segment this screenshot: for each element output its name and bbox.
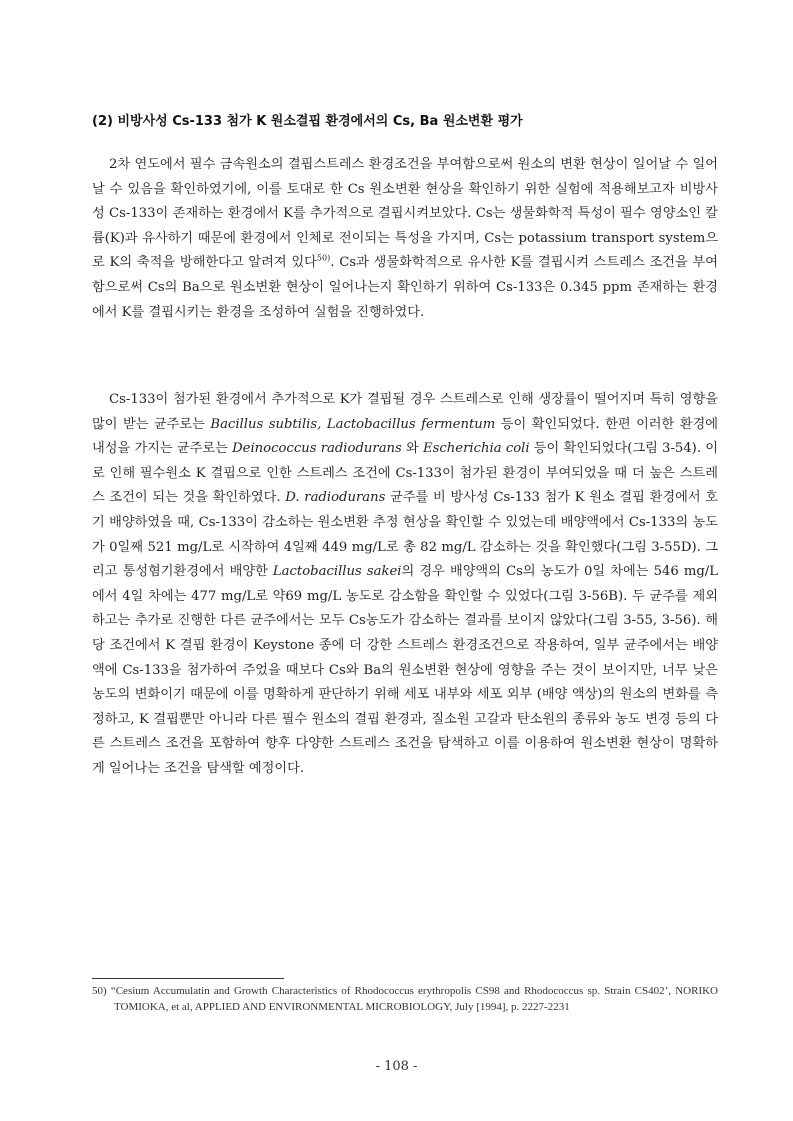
species-name: Deinococcus radiodurans (232, 441, 402, 457)
species-name: Lactobacillus sakei (272, 564, 402, 580)
paragraph-2-text: Cs-133이 첨가된 환경에서 추가적으로 K가 결핍될 경우 스트레스로 인해 생장률이 떨어지며 특히 영향을 많이 받는 균주로는 (92, 392, 718, 432)
paragraph-2-text: 등이 확인되었다. 한편 이러한 환경에 내성을 가지는 균주로는 (92, 416, 718, 457)
paragraph-2-text: 의 경우 배양액의 Cs의 농도가 0일 차에는 546 mg/L에서 4일 차에는 477 mg/L로 약69 mg/L 농도로 감소함을 확인할 수 있었다(그림 3-56B). 두 균주를 제외하고는 추가로 진행한 다른 균주에서는 모두 Cs농도가 감소하는 결과를 보이지 않았다(그림 3-55, 3-56). 해당 조건에서 K 결핍 환경이 Keystone 종에 더 강한 스트레스 환경조건으로 작용하여, 일부 균주에서는 배양액에 Cs-133을 첨가하여 주었을 때보다 Cs와 Ba의 원소변환 현상에 영향을 주는 것이 보이지만, 너무 낮은 농도의 변화이기 때문에 이를 명확하게 판단하기 위해 세포 내부와 세포 외부 (배양 액상)의 원소의 변화를 측정하고, K 결핍뿐만 아니라 다른 필수 원소의 결핍 환경과, 질소원 고갈과 탄소원의 종류와 농도 변경 등의 다른 스트레스 조건을 포함하여 향후 다양한 스트레스 조건을 탐색하고 이를 이용하여 원소변환 현상이 명확하게 일어나는 조건을 탐색할 예정이다. (92, 564, 719, 776)
page-number: - 108 - (375, 1059, 418, 1074)
footnote-divider (92, 978, 284, 979)
paragraph-2-text: 균주를 비 방사성 Cs-133 첨가 K 원소 결핍 환경에서 호기 배양하였을 때, Cs-133이 감소하는 원소변환 추정 현상을 확인할 수 있었는데 배양액에서 Cs-133의 농도가 0일째 521 mg/L로 시작하여 4일째 449 mg/L로 총 82 mg/L 감소하는 것을 확인했다(그림 3-55D). 그리고 통성혐기환경에서 배양한 (92, 490, 718, 580)
footnote-reference[interactable]: 50) (316, 253, 331, 263)
paragraph-1 (92, 153, 718, 325)
paragraph-2-text: 등이 확인되었다(그림 3-54). 이로 인해 필수원소 K 결핍으로 인한 스트레스 조건에 Cs-133이 첨가된 환경이 부여되었을 때 더 높은 스트레스 조건이 되는 것을 확인하였다. (92, 441, 718, 506)
species-name: D. radiodurans (285, 490, 386, 506)
footnote (92, 983, 718, 1015)
paragraph-1-text-b: . Cs과 생물화학적으로 유사한 K를 결핍시켜 스트레스 조건을 부여함으로써 Cs의 Ba으로 원소변환 현상이 일어나는지 확인하기 위하여 Cs-133은 0.345 ppm 존재하는 환경에서 K를 결핍시키는 환경을 조성하여 실험을 진행하였다. (92, 255, 718, 320)
species-name: Bacillus subtilis, Lactobacillus fermentum (210, 416, 496, 432)
section-heading: (2) 비방사성 Cs-133 첨가 K 원소결핍 환경에서의 Cs, Ba 원소변환 평가 (92, 114, 523, 129)
paragraph-2-text: 와 (401, 441, 424, 457)
footnote-text: 50) “Cesium Accumulatin and Growth Characteristics of Rhodococcus erythropolis CS98 and Rhodococcus sp. Strain CS402’, NORIKO TOMIOKA, et al, APPLIED AND ENVIRONMENTAL MICROBIOLOGY, July [1994], p. 2227-2231 (92, 985, 718, 1013)
species-name: Escherichia coli (423, 441, 530, 457)
paragraph-1-text-a: 2차 연도에서 필수 금속원소의 결핍스트레스 환경조건을 부여함으로써 원소의 변환 현상이 일어날 수 일어날 수 있음을 확인하였기에, 이를 토대로 한 Cs 원소변환 현상을 확인하기 위한 실험에 적용해보고자 비방사성 Cs-133이 존재하는 환경에서 K를 추가적으로 결핍시켜보았다. Cs는 생물화학적 특성이 필수 영양소인 칼륨(K)과 유사하기 때문에 환경에서 인체로 전이되는 특성을 가지며, Cs는 potassium transport system으로 K의 축적을 방해한다고 알려져 있다 (92, 157, 718, 271)
paragraph-2 (92, 388, 718, 782)
